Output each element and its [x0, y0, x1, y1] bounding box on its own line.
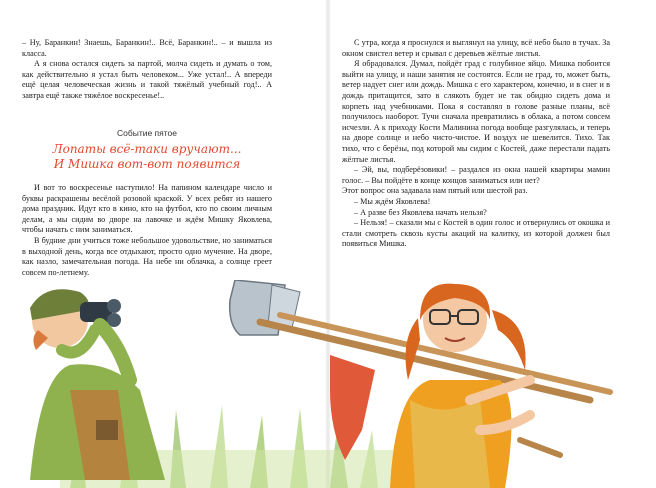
- right-text: [342, 38, 610, 250]
- paragraph: – Ну, Баранкин! Знаешь, Баранкин!.. Всё, Баранкин!.. – и вышла из класса.: [22, 38, 272, 58]
- paragraph: А я снова остался сидеть за партой, молча сидеть и думать о том, как действительно я устал быть человеком... Уже устал!.. А впереди ещё целая человеческая жизнь и такой тяжёлый учебный год!.. А завтра ещё также тяжёлое воскресенье!..: [22, 59, 272, 100]
- paragraph: – Нельзя! – сказали мы с Костей в один голос и отвернулись от окошка и стали смотреть сквозь кусты акаций на калитку, из которой должен был появиться Мишка.: [342, 218, 610, 249]
- paragraph: Я обрадовался. Думал, пойдёт град с голубиное яйцо. Мишка побоится выйти на улицу, и наши занятия не состоятся. Если не град, то, может быть, ветер надует снег или дождь. Мишка с его характером, конечно, и в снег и в дождь притащится, зато в слякоть будет не так обидно сидеть дома и корпеть над учебниками. Пока я составлял в голове разные планы, всё получилось наоборот. Тучи сначала превратились в облака, а потом совсем исчезли. А к приходу Кости Малинина погода вообще разгулялась, и теперь на дворе солнце и небо чисто-чистое. И воздух не шевелится. Тихо. Так тихо, что с берёзы, под которой мы сидим с Костей, даже перестали падать жёлтые листья.: [342, 59, 610, 164]
- chapter-number: Событие пятое: [116, 128, 178, 138]
- girl-with-shovels-icon: [390, 284, 530, 488]
- paragraph: Этот вопрос она задавала нам пятый или шестой раз.: [342, 186, 528, 196]
- left-bottom-text: [22, 183, 272, 278]
- illustration: [0, 280, 656, 488]
- paragraph: В будние дни учиться тоже небольшое удовольствие, но заниматься в выходной день, когда все отдыхают, просто одно мучение. На дворе, как назло, замечательная погода. На небе ни облачка, а солнце греет совсем по-летнему.: [22, 235, 272, 277]
- chapter-heading: [22, 128, 272, 172]
- boy-with-binoculars-icon: [30, 289, 165, 480]
- chapter-title-line-1: Лопаты всё-таки вручают...: [52, 142, 242, 156]
- paragraph: И вот то воскресенье наступило! На папином календаре число и буквы раскрашены весёлой розовой краской. У всех ребят из нашего дома праздник. Идут кто в кино, кто на футбол, кто по своим личным делам, а мы сидим во дворе на лавочке и ждём Мишку Яковлева, чтобы начать с ним заниматься.: [22, 183, 272, 235]
- paragraph: С утра, когда я проснулся и выглянул на улицу, всё небо было в тучах. За окном свистел ветер и срывал с деревьев жёлтые листья.: [342, 38, 610, 58]
- chapter-title-line-2: И Мишка вот-вот появится: [53, 157, 241, 171]
- paragraph: – Эй, вы, подберёзовики! – раздался из окна нашей квартиры мамин голос. – Вы пойдёте в конце концов заниматься или нет?: [342, 165, 610, 185]
- left-top-text: [22, 38, 272, 102]
- paragraph: – Мы ждём Яковлева!: [354, 196, 431, 206]
- paragraph: – А разве без Яковлева начать нельзя?: [354, 207, 487, 217]
